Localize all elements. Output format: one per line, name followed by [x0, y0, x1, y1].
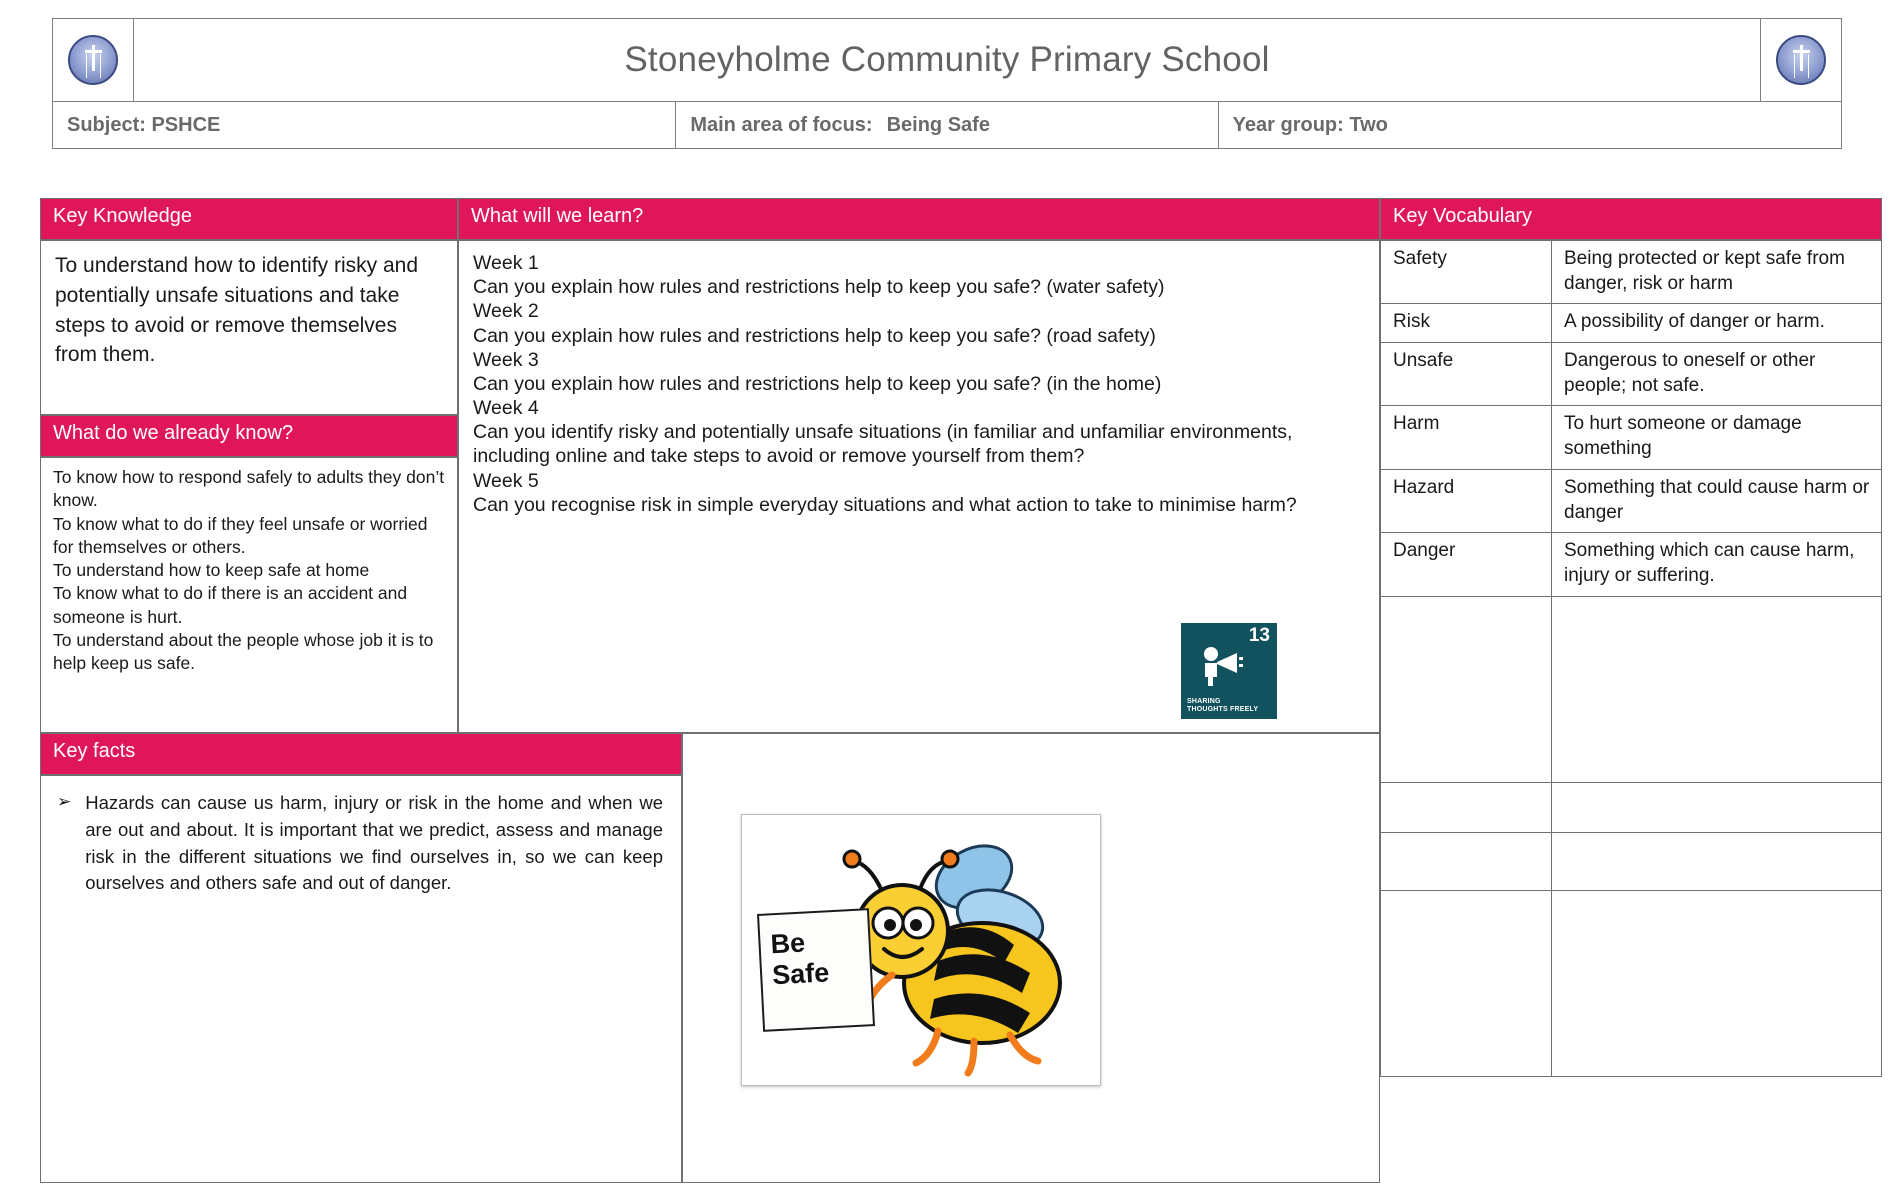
week-label: Week 3 — [473, 348, 539, 371]
key-vocabulary-header: Key Vocabulary — [1380, 198, 1882, 240]
school-crest-icon — [1776, 35, 1826, 85]
focus-cell — [676, 102, 1218, 149]
table-row — [1381, 596, 1882, 782]
vocab-term: Hazard — [1381, 469, 1552, 532]
vocab-definition — [1552, 782, 1882, 832]
already-know-cell — [40, 457, 458, 733]
content-grid — [40, 198, 1882, 1183]
year-group-cell — [1218, 102, 1841, 149]
vocab-term: Danger — [1381, 533, 1552, 596]
key-facts-cell — [40, 775, 682, 1183]
vocab-definition: Being protected or kept safe from danger, risk or harm — [1552, 241, 1882, 304]
week-question: Can you identify risky and potentially unsafe situations (in familiar and unfamiliar environments, including online and take steps to avoid or remove yourself from them? — [473, 421, 1293, 468]
vocab-definition — [1552, 596, 1882, 782]
table-row — [1381, 406, 1882, 469]
table-row — [1381, 304, 1882, 343]
sdg-label — [1187, 698, 1258, 714]
table-row — [1381, 782, 1882, 832]
school-logo-left-cell — [53, 19, 134, 102]
vocab-definition: Something that could cause harm or danger — [1552, 469, 1882, 532]
table-row — [1381, 241, 1882, 304]
sign-line-1: Be — [769, 927, 806, 960]
vocabulary-table — [1380, 240, 1882, 1077]
subject-cell — [53, 102, 676, 149]
week-label: Week 5 — [473, 469, 539, 492]
key-facts-text-wrapper — [41, 776, 681, 905]
already-know-header: What do we already know? — [40, 415, 458, 457]
list-item: To understand how to keep safe at home — [53, 560, 370, 581]
focus-label: Main area of focus: — [690, 113, 873, 136]
vocab-term: Unsafe — [1381, 343, 1552, 406]
vocab-definition — [1552, 890, 1882, 1076]
vocab-definition: To hurt someone or damage something — [1552, 406, 1882, 469]
already-know-list — [41, 458, 457, 683]
megaphone-person-icon — [1195, 645, 1253, 687]
what-will-we-learn-cell — [458, 240, 1380, 733]
vocab-definition: Something which can cause harm, injury or suffering. — [1552, 533, 1882, 596]
be-safe-sign — [757, 908, 875, 1032]
vocab-term — [1381, 782, 1552, 832]
sdg-goal-badge — [1181, 623, 1277, 719]
weeks-list — [459, 241, 1379, 525]
week-question: Can you recognise risk in simple everyday situations and what action to take to minimise harm? — [473, 493, 1297, 516]
week-label: Week 2 — [473, 300, 539, 323]
table-row — [1381, 832, 1882, 890]
what-will-we-learn-header: What will we learn? — [458, 198, 1380, 240]
sdg-label-line-1: SHARING — [1187, 697, 1221, 705]
key-knowledge-header: Key Knowledge — [40, 198, 458, 240]
bullet-icon: ➢ — [57, 792, 72, 811]
vocab-definition: A possibility of danger or harm. — [1552, 304, 1882, 343]
vocab-term — [1381, 832, 1552, 890]
vocab-term: Risk — [1381, 304, 1552, 343]
subject-label: Subject: PSHCE — [67, 113, 221, 136]
table-row — [1381, 469, 1882, 532]
illustration-cell — [682, 733, 1380, 1183]
school-logo-right-cell — [1761, 19, 1842, 102]
week-question: Can you explain how rules and restrictions help to keep you safe? (road safety) — [473, 324, 1156, 347]
vocab-term: Harm — [1381, 406, 1552, 469]
week-question: Can you explain how rules and restrictions help to keep you safe? (water safety) — [473, 276, 1165, 299]
key-facts-header: Key facts — [40, 733, 682, 775]
week-label: Week 1 — [473, 252, 539, 274]
list-item: To understand about the people whose job it is to help keep us safe. — [53, 629, 434, 674]
header-table — [52, 18, 1842, 149]
vocab-definition — [1552, 832, 1882, 890]
key-knowledge-text: To understand how to identify risky and potentially unsafe situations and take steps to avoid or remove themselves from them. — [55, 254, 419, 367]
school-title-cell — [134, 19, 1761, 102]
sign-line-2: Safe — [771, 957, 830, 991]
school-crest-icon — [68, 35, 118, 85]
list-item: To know how to respond safely to adults they don’t know. — [53, 467, 445, 511]
vocab-term — [1381, 596, 1552, 782]
table-row — [1381, 533, 1882, 596]
vocab-term: Safety — [1381, 241, 1552, 304]
table-row — [1381, 343, 1882, 406]
vocab-term — [1381, 890, 1552, 1076]
sdg-label-line-2: THOUGHTS FREELY — [1187, 705, 1259, 713]
week-label: Week 4 — [473, 397, 539, 420]
focus-value: Being Safe — [886, 113, 990, 136]
sdg-number: 13 — [1248, 625, 1270, 646]
be-safe-bee-image — [741, 814, 1101, 1086]
key-facts-text: Hazards can cause us harm, injury or risk in the home and when we are out and about. It is important that we predict, assess and manage risk in the different situations we find ourselves in, so we can keep ourselves and others safe and out of danger. — [85, 792, 663, 894]
table-row — [1381, 890, 1882, 1076]
key-knowledge-cell — [40, 240, 458, 415]
list-item: To know what to do if they feel unsafe or worried for themselves or others. — [53, 513, 428, 557]
week-question: Can you explain how rules and restrictions help to keep you safe? (in the home) — [473, 372, 1162, 395]
vocab-definition: Dangerous to oneself or other people; not safe. — [1552, 343, 1882, 406]
page-title: Stoneyholme Community Primary School — [624, 40, 1270, 79]
list-item: To know what to do if there is an accident and someone is hurt. — [53, 583, 408, 627]
year-group-label: Year group: Two — [1232, 113, 1388, 136]
